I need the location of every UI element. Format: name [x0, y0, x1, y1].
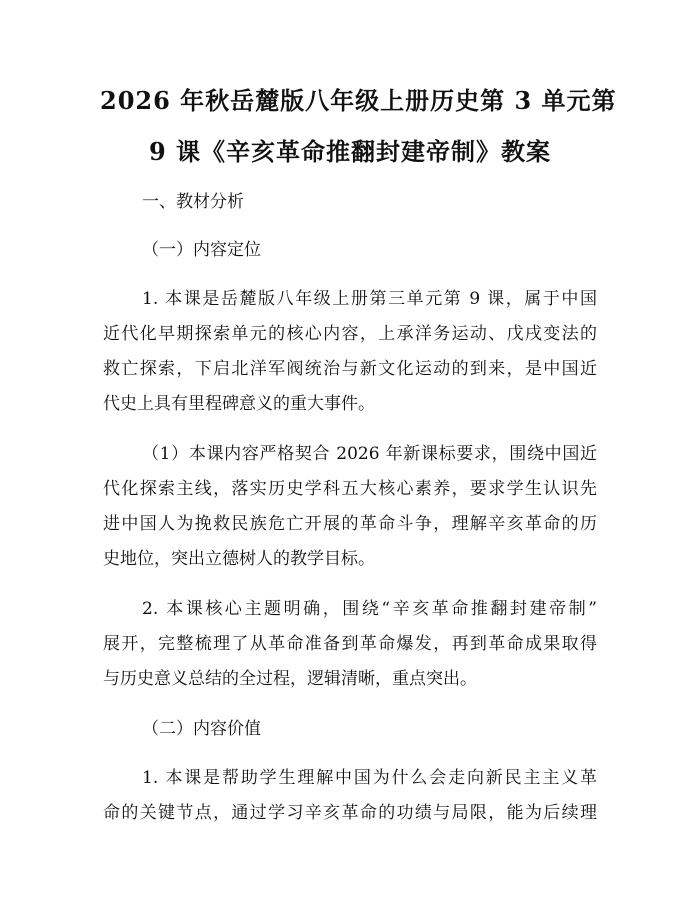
- paragraph-line: 1. 本课是岳麓版八年级上册第三单元第 9 课，属于中国: [142, 289, 597, 309]
- paragraph-line: 代化探索主线，落实历史学科五大核心素养，要求学生认识先: [103, 479, 597, 499]
- paragraph-line: 救亡探索，下启北洋军阀统治与新文化运动的到来，是中国近: [103, 359, 597, 379]
- paragraph-line: 代史上具有里程碑意义的重大事件。: [103, 394, 375, 414]
- paragraph-line: 近代化早期探索单元的核心内容，上承洋务运动、戊戌变法的: [103, 324, 597, 344]
- subheading-content-positioning: （一）内容定位: [142, 240, 261, 260]
- paragraph-line: 命的关键节点，通过学习辛亥革命的功绩与局限，能为后续理: [103, 803, 597, 823]
- document-title-line-1: 2026 年秋岳麓版八年级上册历史第 3 单元第: [100, 86, 617, 115]
- paragraph-line: （1）本课内容严格契合 2026 年新课标要求，围绕中国近: [142, 444, 597, 464]
- paragraph-line: 展开，完整梳理了从革命准备到革命爆发，再到革命成果取得: [103, 634, 597, 654]
- paragraph-line: 进中国人为挽救民族危亡开展的革命斗争，理解辛亥革命的历: [103, 514, 597, 534]
- paragraph-line: 史地位，突出立德树人的教学目标。: [103, 549, 375, 569]
- section-heading-textbook-analysis: 一、教材分析: [142, 192, 244, 212]
- subheading-content-value: （二）内容价值: [142, 719, 261, 739]
- paragraph-line: 2. 本课核心主题明确，围绕“辛亥革命推翻封建帝制”: [142, 599, 597, 619]
- paragraph-line: 1. 本课是帮助学生理解中国为什么会走向新民主主义革: [142, 768, 597, 788]
- document-title-line-2: 9 课《辛亥革命推翻封建帝制》教案: [148, 137, 552, 166]
- paragraph-line: 与历史意义总结的全过程，逻辑清晰，重点突出。: [103, 669, 477, 689]
